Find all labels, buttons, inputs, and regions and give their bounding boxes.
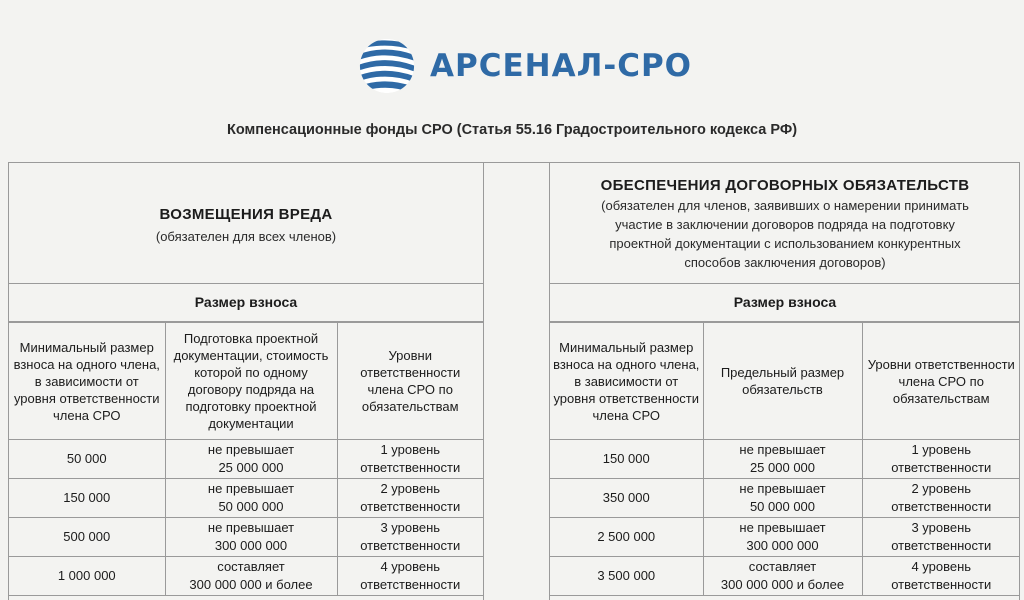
level-line: 4 уровень (911, 559, 972, 574)
limit-line: 300 000 000 (746, 538, 819, 553)
limit-cell (703, 440, 862, 479)
table-header-row (9, 323, 483, 440)
contract-fund-header (550, 163, 1020, 284)
level-line: ответственности (891, 460, 992, 475)
limit-cell (703, 479, 862, 518)
limit-cell (165, 479, 337, 518)
limit-line: составляет (748, 559, 817, 574)
contract-fund-subheading-line: проектной документации с использованием конкурентных (609, 236, 961, 251)
limit-line: 25 000 000 (749, 460, 816, 475)
level-cell (337, 440, 483, 479)
contract-obligations-fund (549, 163, 1020, 600)
level-line: ответственности (891, 538, 992, 553)
contract-fund-heading: ОБЕСПЕЧЕНИЯ ДОГОВОРНЫХ ОБЯЗАТЕЛЬСТВ (600, 177, 970, 194)
level-cell (862, 440, 1020, 479)
level-line: ответственности (891, 499, 992, 514)
amount-cell: 150 000 (550, 440, 703, 479)
amount-cell: 1 000 000 (9, 557, 165, 596)
limit-cell (165, 518, 337, 557)
harm-compensation-fund (9, 163, 484, 600)
level-cell (862, 479, 1020, 518)
column-header: Минимальный размер взноса на одного члена, в зависимости от уровня ответственности члена СРО (550, 323, 703, 440)
level-line: ответственности (891, 577, 992, 592)
column-header: Уровни ответственности члена СРО по обязательствам (337, 323, 483, 440)
contract-fund-subheading-line: участие в заключении договоров подряда на подготовку (615, 217, 955, 232)
document-title: Компенсационные фонды СРО (Статья 55.16 Градостроительного кодекса РФ) (226, 122, 798, 138)
contract-fund-subheading-line: (обязателен для членов, заявивших о намерении принимать (601, 198, 969, 213)
table-header-row (550, 323, 1020, 440)
funds-table-frame (8, 162, 1020, 600)
contract-fund-table (550, 322, 1020, 596)
limit-line: не превышает (739, 442, 826, 457)
amount-cell: 2 500 000 (550, 518, 703, 557)
table-row (9, 557, 483, 596)
limit-cell (703, 518, 862, 557)
limit-line: не превышает (739, 520, 826, 535)
level-cell (337, 557, 483, 596)
globe-logo-icon (358, 37, 416, 95)
level-line: 2 уровень (380, 481, 441, 496)
column-header: Предельный размер обязательств (703, 323, 862, 440)
level-line: 2 уровень (911, 481, 972, 496)
level-cell (862, 518, 1020, 557)
contract-fund-size-label: Размер взноса (550, 284, 1020, 322)
limit-cell (165, 557, 337, 596)
table-row (9, 440, 483, 479)
level-cell (862, 557, 1020, 596)
table-row (550, 518, 1020, 557)
table-row (9, 518, 483, 557)
limit-line: 50 000 000 (218, 499, 284, 514)
harm-fund-subheading: (обязателен для всех членов) (155, 229, 337, 244)
limit-line: составляет (217, 559, 285, 574)
level-line: ответственности (360, 460, 461, 475)
logo (358, 36, 692, 96)
table-row (550, 557, 1020, 596)
column-header: Уровни ответственности члена СРО по обязательствам (862, 323, 1020, 440)
level-line: ответственности (360, 577, 461, 592)
level-line: 3 уровень (911, 520, 972, 535)
level-line: 1 уровень (911, 442, 972, 457)
contract-fund-subheading-line: способов заключения договоров) (684, 255, 886, 270)
amount-cell: 500 000 (9, 518, 165, 557)
logo-text: АРСЕНАЛ-СРО (430, 48, 693, 84)
limit-line: 300 000 000 и более (720, 577, 845, 592)
level-line: ответственности (360, 538, 461, 553)
harm-fund-header (9, 163, 483, 284)
column-header: Минимальный размер взноса на одного члена, в зависимости от уровня ответственности члена СРО (9, 323, 165, 440)
level-cell (337, 479, 483, 518)
limit-line: не превышает (207, 481, 295, 496)
harm-fund-table (9, 322, 483, 596)
amount-cell: 350 000 (550, 479, 703, 518)
column-header: Подготовка проектной документации, стоимость которой по одному договору подряда на подготовку проектной документации (165, 323, 337, 440)
harm-fund-size-label: Размер взноса (9, 284, 483, 322)
level-line: 4 уровень (380, 559, 441, 574)
table-row (550, 479, 1020, 518)
limit-line: не превышает (207, 520, 295, 535)
limit-cell (165, 440, 337, 479)
amount-cell: 150 000 (9, 479, 165, 518)
level-cell (337, 518, 483, 557)
limit-line: не превышает (207, 442, 295, 457)
limit-line: 300 000 000 (214, 538, 288, 553)
table-row (550, 440, 1020, 479)
limit-line: 300 000 000 и более (189, 577, 313, 592)
limit-line: 25 000 000 (218, 460, 284, 475)
limit-line: не превышает (739, 481, 826, 496)
level-line: 1 уровень (380, 442, 441, 457)
amount-cell: 50 000 (9, 440, 165, 479)
amount-cell: 3 500 000 (550, 557, 703, 596)
harm-fund-heading: ВОЗМЕЩЕНИЯ ВРЕДА (159, 206, 333, 223)
level-line: 3 уровень (380, 520, 441, 535)
level-line: ответственности (360, 499, 461, 514)
table-row (9, 479, 483, 518)
limit-line: 50 000 000 (749, 499, 816, 514)
limit-cell (703, 557, 862, 596)
